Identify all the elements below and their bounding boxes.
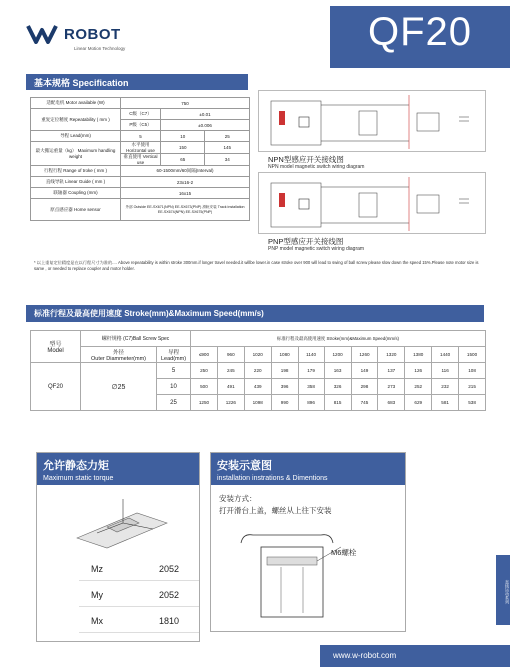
lead-header-en: Lead(mm) — [160, 355, 187, 362]
speed-cell: 1098 — [244, 395, 271, 411]
speed-cell: 149 — [351, 363, 378, 379]
speed-cell: 358 — [298, 379, 324, 395]
pnp-circuit-graphic — [259, 173, 487, 235]
speed-cell: 250 — [191, 363, 218, 379]
torque-title-en: Maximum static torque — [43, 475, 114, 482]
torque-value: 2052 — [158, 563, 180, 574]
install-panel-header — [211, 453, 405, 485]
speed-header: 标准行程及最高使用速度 Stroke(mm)&Maximum Speed(mm/s) — [191, 331, 486, 347]
spec-row — [31, 166, 250, 177]
torque-title-cn: 允许静态力矩 — [43, 460, 109, 472]
speed-cell: 232 — [432, 379, 459, 395]
speed-cell: 990 — [271, 395, 298, 411]
speed-cell: 273 — [378, 379, 405, 395]
spec-label: 直线导轨 Linear Guide ( mm ) — [31, 177, 121, 188]
spec-label: 最大搬运重量（kg） Maximum handling weight — [31, 142, 121, 166]
stroke-table — [30, 330, 486, 411]
outer-header-cn: 外径 — [112, 349, 124, 356]
speed-cell: 326 — [324, 379, 351, 395]
model-header-cn: 型号 — [49, 342, 62, 348]
stroke-section-title: 标准行程及最高使用速度 Stroke(mm)&Maximum Speed(mm/s) — [26, 305, 484, 322]
speed-cell: 538 — [459, 395, 486, 411]
pnp-caption-cn: PNP型感应开关接线图 — [268, 237, 344, 246]
model-header — [31, 331, 81, 363]
speed-cell: 1250 — [191, 395, 218, 411]
speed-cell: 116 — [432, 363, 459, 379]
spec-value: 60-1500mm/60间隔(Interval) — [121, 166, 250, 177]
speed-cell: 491 — [217, 379, 244, 395]
npn-caption-en: NPN model magnetic switch wiring diagram — [268, 164, 365, 170]
screw-spec-header: 螺杆规格 (C7)Ball Screw Spec — [81, 331, 191, 347]
pnp-caption-en: PNP model magnetic switch wiring diagram — [268, 246, 365, 252]
torque-key: Mz — [91, 563, 103, 574]
pnp-wiring-diagram — [258, 172, 486, 234]
footer-url: www.w-robot.com — [333, 651, 397, 660]
spec-label: 导程 Lead(mm) — [31, 131, 121, 142]
stroke-col: 1440 — [432, 347, 459, 363]
speed-cell: 163 — [324, 363, 351, 379]
torque-axes-diagram — [67, 493, 177, 553]
model-cell: QF20 — [31, 363, 81, 411]
install-method-label: 安装方式： — [219, 494, 257, 503]
spec-value: ±0.006 — [161, 120, 250, 131]
spec-table — [30, 97, 250, 221]
spec-row — [31, 98, 250, 109]
stroke-header-row — [31, 331, 486, 347]
model-title: QF20 — [368, 10, 473, 54]
speed-cell: 396 — [271, 379, 298, 395]
speed-cell: 500 — [191, 379, 218, 395]
spec-value: 65 — [161, 154, 205, 166]
stroke-col: 1500 — [459, 347, 486, 363]
stroke-col: ≤900 — [191, 347, 218, 363]
spec-row — [31, 131, 250, 142]
spec-row — [31, 188, 250, 199]
speed-cell: 298 — [351, 379, 378, 395]
diameter-cell: ∅25 — [81, 363, 157, 411]
install-diagram — [231, 523, 401, 627]
company-logo — [26, 24, 121, 44]
outer-header-en: Outer Diammeter(mm) — [90, 355, 146, 362]
speed-cell: 108 — [459, 363, 486, 379]
speed-cell: 815 — [324, 395, 351, 411]
lead-cell: 25 — [157, 395, 191, 411]
spec-value: 150 — [161, 142, 205, 154]
spec-value: 外部 Outside EE-SX671(NPN) EE-SX673(PNP) 滑轨安装 Track installation EE-SX674(NPN) EE-SX675(PNP) — [121, 199, 250, 221]
spec-label: 联轴器 Coupling (mm) — [31, 188, 121, 199]
stroke-col: 1260 — [351, 347, 378, 363]
spec-sub: P级（C5） — [121, 120, 161, 131]
stroke-col: 1320 — [378, 347, 405, 363]
install-title-cn: 安装示意图 — [217, 460, 272, 472]
install-method-text: 打开滑台上盖，螺丝从上往下安装 — [219, 506, 332, 515]
install-title-en: installation instrations & Dimentions — [217, 475, 328, 482]
spec-notes: * 以上重复定位精度是在以行程尺寸为准的.... Above repeatability is within stroke 300mm.if longer travel needed.it willbe lower.in case stroke over 900 will lead to swing of ball screw please slow down the speed 15%.Please note motor size is same , or needed to replace coupler and motor holder. — [34, 260, 479, 271]
speed-cell: 629 — [405, 395, 432, 411]
spec-value: ±0.01 — [161, 109, 250, 120]
outer-header — [81, 347, 157, 363]
spec-row — [31, 177, 250, 188]
stroke-row — [31, 363, 486, 379]
stroke-col: 1140 — [298, 347, 324, 363]
spec-label: 重复定位精度 Repeatability ( mm ) — [31, 109, 121, 131]
speed-cell: 683 — [378, 395, 405, 411]
lead-header-cn: 导程 — [167, 349, 179, 356]
npn-circuit-graphic — [259, 91, 487, 153]
series-side-tab: 直线运动系列 — [496, 555, 510, 625]
speed-cell: 252 — [405, 379, 432, 395]
speed-cell: 439 — [244, 379, 271, 395]
speed-cell: 126 — [405, 363, 432, 379]
spec-row — [31, 199, 250, 221]
stroke-col: 1380 — [405, 347, 432, 363]
logo-icon — [26, 24, 62, 44]
spec-label: 适配电机 Motor available (W) — [31, 98, 121, 109]
torque-key: Mx — [91, 615, 103, 626]
logo-subtitle: Linear Motion Technology — [74, 46, 126, 51]
lead-header — [157, 347, 191, 363]
npn-caption-cn: NPN型感应开关接线图 — [268, 155, 344, 164]
stroke-col: 960 — [217, 347, 244, 363]
spec-value: 34 — [205, 154, 250, 166]
spec-section-title: 基本规格 Specification — [26, 74, 248, 90]
stroke-col: 1020 — [244, 347, 271, 363]
bolt-label: M6螺栓 — [331, 548, 357, 557]
speed-cell: 896 — [298, 395, 324, 411]
npn-wiring-diagram — [258, 90, 486, 152]
torque-row-mx — [79, 609, 199, 633]
speed-cell: 1226 — [217, 395, 244, 411]
torque-row-mz — [79, 557, 199, 581]
spec-row — [31, 142, 250, 154]
spec-sub: 垂直使用 Vertical use — [121, 154, 161, 166]
torque-row-my — [79, 583, 199, 607]
spec-sub: 水平使用 Horizontal use — [121, 142, 161, 154]
spec-value: 145 — [205, 142, 250, 154]
spec-row — [31, 109, 250, 120]
lead-cell: 5 — [157, 363, 191, 379]
torque-value: 1810 — [158, 615, 180, 626]
torque-panel — [36, 452, 200, 642]
spec-label: 行程行程 Range of troke ( mm ) — [31, 166, 121, 177]
stroke-col: 1080 — [271, 347, 298, 363]
logo-text: ROBOT — [64, 25, 121, 43]
spec-value: 16x15 — [121, 188, 250, 199]
page-header — [0, 0, 510, 62]
spec-lead-25: 25 — [205, 131, 250, 142]
speed-cell: 137 — [378, 363, 405, 379]
speed-cell: 745 — [351, 395, 378, 411]
spec-lead-5: 5 — [121, 131, 161, 142]
torque-panel-header — [37, 453, 199, 485]
model-header-en: Model — [47, 348, 64, 354]
speed-cell: 215 — [459, 379, 486, 395]
spec-value: 23x16-2 — [121, 177, 250, 188]
lead-cell: 10 — [157, 379, 191, 395]
torque-value: 2052 — [158, 589, 180, 600]
spec-value: 750 — [121, 98, 250, 109]
spec-sub: C级（C7） — [121, 109, 161, 120]
stroke-col: 1200 — [324, 347, 351, 363]
spec-label: 原点感应器 Home sensor — [31, 199, 121, 221]
speed-cell: 179 — [298, 363, 324, 379]
speed-cell: 581 — [432, 395, 459, 411]
install-panel — [210, 452, 406, 632]
speed-cell: 245 — [217, 363, 244, 379]
speed-cell: 220 — [244, 363, 271, 379]
speed-cell: 198 — [271, 363, 298, 379]
torque-key: My — [91, 589, 103, 600]
stroke-subheader-row — [31, 347, 486, 363]
spec-lead-10: 10 — [161, 131, 205, 142]
